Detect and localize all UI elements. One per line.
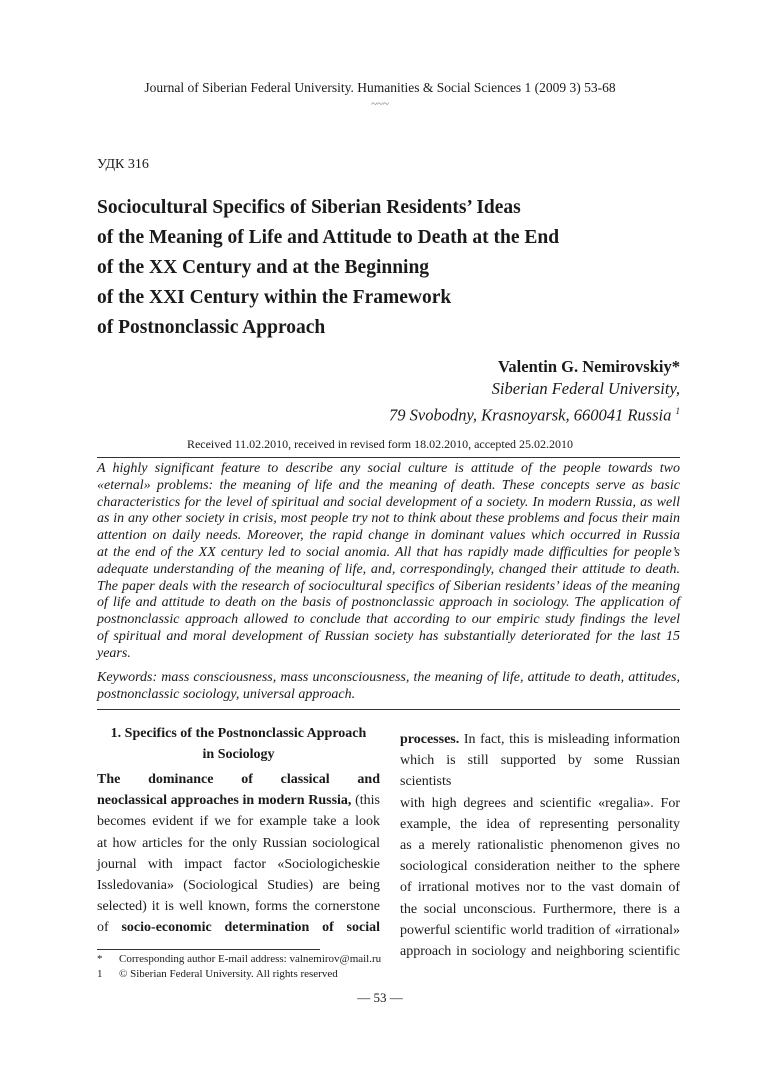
divider: [97, 709, 680, 710]
author-name: Valentin G. Nemirovskiy*: [498, 357, 680, 376]
author-address: 79 Svobodny, Krasnoyarsk, 660041 Russia: [389, 405, 672, 425]
title-line: of the Meaning of Life and Attitude to Death at the End: [97, 227, 560, 248]
keywords-line: Keywords: mass consciousness, mass unconsciousness, the meaning of life, attitude to death, attitudes,: [97, 670, 680, 685]
body-line: at how articles for the only Russian sociological: [97, 835, 380, 851]
body-line: selected) it is well known, forms the cornerstone: [97, 899, 380, 915]
abstract-line: as in any other society in crisis, most people try not to think about these problems and focus their main: [97, 511, 680, 527]
body-line: of irrational motives nor to the vast domain of: [400, 880, 680, 896]
footnote-mark: 1: [97, 968, 103, 980]
body-bold: socio-economic determination of social: [121, 920, 380, 936]
footnote-mark: *: [97, 953, 103, 965]
footnote: [97, 953, 381, 966]
body-text: In fact, this is misleading information: [459, 732, 680, 747]
abstract-line: postnonclassic approach allowed to conclude that according to our empiric study findings the level: [97, 612, 680, 628]
abstract-line: A highly significant feature to describe any social culture is attitude of the people towards two: [97, 461, 680, 476]
body-line: as a merely rationalistic phenomenon gives no: [400, 838, 680, 854]
footnote-text: Corresponding author E-mail address: valnemirov@mail.ru: [119, 953, 382, 965]
title-line: of the XXI Century within the Framework: [97, 287, 452, 308]
body-text: of: [97, 920, 122, 936]
body-line: Issledovania» (Sociological Studies) are being: [97, 878, 380, 894]
body-bold: processes.: [400, 732, 460, 747]
abstract-line: characteristics for the level of spiritual and social development of a society. In modern Russia, as well: [97, 494, 680, 510]
divider: [97, 457, 680, 458]
heading-line: 1. Specifics of the Postnonclassic Approach: [110, 726, 367, 741]
abstract-line: years.: [97, 645, 131, 661]
abstract-line: attention on daily needs. Moreover, the rapid change in dominant values which occurred in Russia: [97, 528, 680, 544]
title-line: of the XX Century and at the Beginning: [97, 257, 430, 278]
received-dates: Received 11.02.2010, received in revised form 18.02.2010, accepted 25.02.2010: [186, 437, 574, 451]
footnote-mark: 1: [675, 406, 680, 416]
body-line: with high degrees and scientific «regalia». For: [400, 795, 680, 811]
header-ornament: ~~~: [371, 98, 389, 110]
abstract: [97, 461, 680, 663]
body-bold: neoclassical approaches in modern Russia,: [97, 793, 352, 809]
heading-line: in Sociology: [202, 747, 275, 762]
author-block: [389, 356, 680, 427]
footnote: [97, 968, 338, 981]
body-line: example, the idea of representing personality: [400, 816, 680, 832]
body-text: (this: [351, 793, 380, 809]
article-title: [97, 193, 657, 343]
right-column: [400, 729, 680, 962]
page-number: — 53 —: [357, 990, 403, 1005]
journal-header: Journal of Siberian Federal University. Humanities & Social Sciences 1 (2009 3) 53-68: [144, 80, 616, 95]
abstract-line: at the end of the XX century led to social anomia. All that has rapidly made difficulties for people’s: [97, 544, 680, 560]
footnote-text: © Siberian Federal University. All rights reserved: [119, 968, 338, 980]
keywords-line: postnonclassic sociology, universal approach.: [97, 686, 356, 702]
abstract-line: of life and attitude to death on the basis of postnonclassic approach in sociology. The application of: [97, 595, 680, 611]
body-line: which is still supported by some Russian scientists: [400, 753, 680, 790]
udk-code: УДК 316: [97, 157, 149, 172]
body-line: sociological consideration neither to the sphere: [400, 859, 680, 875]
body-line: approach in sociology and neighboring scientific: [400, 944, 680, 960]
body-line: becomes evident if we for example take a look: [97, 814, 380, 830]
abstract-line: The paper deals with the research of sociocultural specifics of Siberian residents’ ideas of the meaning: [97, 578, 680, 594]
abstract-line: adequate understanding of the meaning of life, and, correspondingly, changed their attitude to death.: [97, 561, 680, 577]
title-line: of Postnonclassic Approach: [97, 317, 326, 338]
body-line: powerful scientific world tradition of «irrational»: [400, 922, 680, 938]
body-line: journal with impact factor «Sociologicheskie: [97, 856, 380, 872]
body-line: The dominance of classical and: [97, 772, 380, 787]
author-affiliation: Siberian Federal University,: [491, 379, 680, 398]
abstract-line: «eternal» problems: the meaning of life and the meaning of death. These concepts serve as basic: [97, 477, 680, 493]
body-line: the social unconscious. Furthermore, there is a: [400, 901, 680, 917]
footnote-divider: [97, 949, 320, 950]
keywords: [97, 670, 680, 704]
left-column: [97, 723, 380, 939]
title-line: Sociocultural Specifics of Siberian Residents’ Ideas: [97, 197, 521, 218]
abstract-line: of spiritual and moral development of Russian society has substantially deteriorated for the last 15: [97, 628, 680, 644]
section-heading: [97, 723, 380, 765]
